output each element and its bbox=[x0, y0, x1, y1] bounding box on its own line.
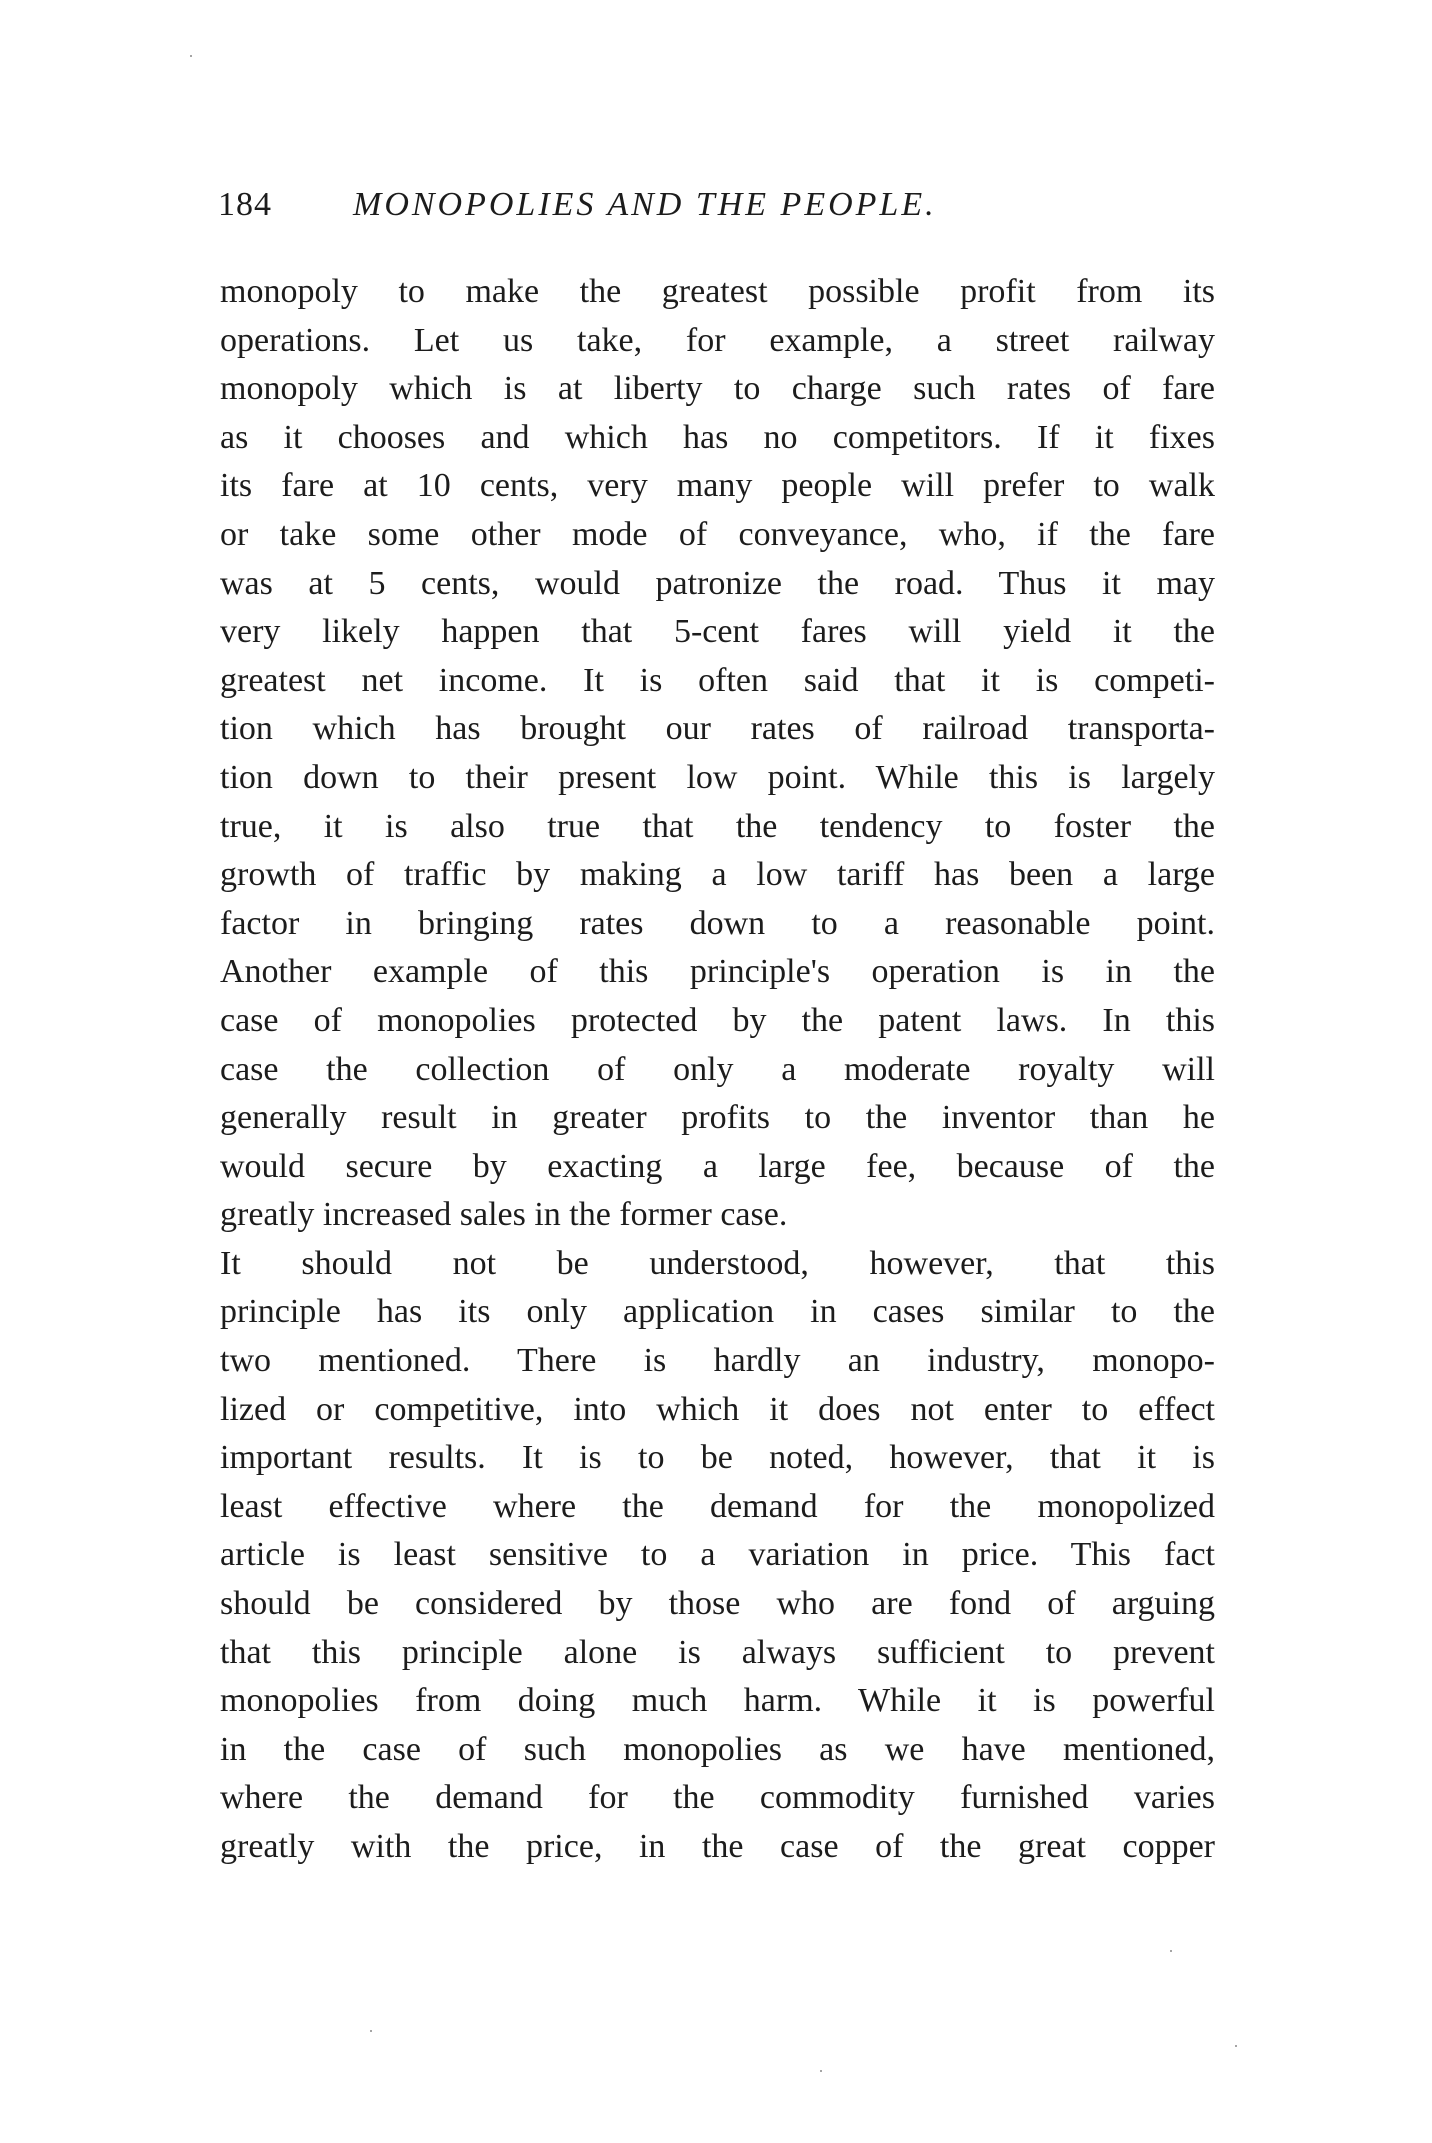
text-line: article is least sensitive to a variation in price. This fact bbox=[220, 1536, 1215, 1574]
text-line: principle has its only application in cases similar to the bbox=[220, 1293, 1215, 1331]
text-line: two mentioned. There is hardly an industry, monopo- bbox=[220, 1342, 1215, 1380]
text-line: case the collection of only a moderate royalty will bbox=[220, 1050, 1215, 1088]
paper-speck bbox=[1170, 1950, 1172, 1952]
paper-speck bbox=[1235, 2045, 1237, 2047]
running-title: MONOPOLIES AND THE PEOPLE. bbox=[353, 186, 937, 223]
text-line: greatly increased sales in the former case. bbox=[220, 1196, 788, 1234]
text-line: lized or competitive, into which it does not enter to effect bbox=[220, 1390, 1215, 1428]
text-line: very likely happen that 5-cent fares will yield it the bbox=[220, 613, 1215, 651]
text-line: should be considered by those who are fond of arguing bbox=[220, 1585, 1215, 1623]
text-line: operations. Let us take, for example, a street railway bbox=[220, 321, 1215, 359]
text-line: greatly with the price, in the case of the great copper bbox=[220, 1828, 1215, 1865]
text-line: true, it is also true that the tendency to foster the bbox=[220, 807, 1215, 845]
text-line: least effective where the demand for the monopolized bbox=[220, 1487, 1215, 1525]
paper-speck bbox=[190, 55, 192, 57]
text-line: monopoly which is at liberty to charge such rates of fare bbox=[220, 370, 1215, 408]
text-line: was at 5 cents, would patronize the road. Thus it may bbox=[220, 564, 1215, 602]
paragraph-start-line: It should not be understood, however, that this bbox=[220, 1244, 1215, 1282]
text-line: generally result in greater profits to the inventor than he bbox=[220, 1099, 1215, 1137]
text-line: growth of traffic by making a low tariff has been a large bbox=[220, 856, 1215, 894]
paper-speck bbox=[820, 2070, 822, 2072]
text-line: monopolies from doing much harm. While it is powerful bbox=[220, 1682, 1215, 1720]
text-line: Another example of this principle's operation is in the bbox=[220, 953, 1215, 991]
text-line: greatest net income. It is often said that it is competi- bbox=[220, 661, 1215, 699]
text-line: factor in bringing rates down to a reasonable point. bbox=[220, 904, 1215, 942]
text-line: monopoly to make the greatest possible profit from its bbox=[220, 273, 1215, 310]
text-line: important results. It is to be noted, however, that it is bbox=[220, 1439, 1215, 1477]
text-line: where the demand for the commodity furnished varies bbox=[220, 1779, 1215, 1817]
text-line: as it chooses and which has no competitors. If it fixes bbox=[220, 418, 1215, 456]
paper-speck bbox=[370, 2030, 372, 2032]
page-number: 184 bbox=[218, 186, 272, 223]
text-line: in the case of such monopolies as we have mentioned, bbox=[220, 1730, 1215, 1768]
text-line: tion down to their present low point. While this is largely bbox=[220, 758, 1215, 796]
text-line: would secure by exacting a large fee, because of the bbox=[220, 1147, 1215, 1185]
page-header bbox=[218, 180, 1218, 230]
text-line: or take some other mode of conveyance, who, if the fare bbox=[220, 515, 1215, 553]
text-line: that this principle alone is always sufficient to prevent bbox=[220, 1633, 1215, 1671]
text-line: tion which has brought our rates of railroad transporta- bbox=[220, 710, 1215, 748]
text-line: its fare at 10 cents, very many people will prefer to walk bbox=[220, 467, 1215, 505]
text-line: case of monopolies protected by the patent laws. In this bbox=[220, 1001, 1215, 1039]
body-text bbox=[220, 268, 1215, 1872]
